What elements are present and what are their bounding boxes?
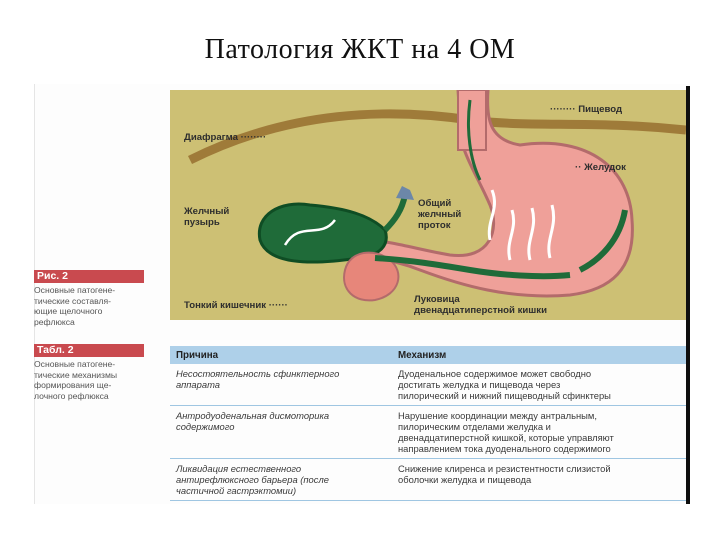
label-bile-duct-line: желчный (418, 209, 462, 220)
label-bulb-line: двенадцатиперстной кишки (414, 305, 548, 316)
cell-line: направлением тока дуоденального содержимого (398, 443, 611, 454)
esophagus-shape (458, 90, 486, 150)
cell-line: Антродуоденальная дисмоторика (176, 410, 330, 421)
table-caption-text (34, 359, 144, 401)
anatomy-illustration (170, 90, 686, 320)
label-bile-duct-line: Общий (418, 198, 452, 209)
table (170, 346, 686, 501)
table-row (170, 364, 686, 406)
label-bile-duct-line: проток (418, 220, 451, 231)
table-caption-line: формирования ще- (34, 380, 112, 390)
label-duodenal-bulb (414, 294, 547, 316)
cell-line: Дуоденальное содержимое может свободно (398, 368, 592, 379)
cell-line: антирефлюксного барьера (после (176, 474, 329, 485)
figure-caption-line: Основные патогене- (34, 285, 116, 295)
cell-line: аппарата (176, 379, 220, 390)
table-header-row (170, 346, 686, 364)
table-row (170, 459, 686, 501)
header-cause: Причина (170, 346, 392, 364)
cell-mechanism (392, 459, 686, 501)
figure-caption-label: Рис. 2 (34, 270, 144, 283)
figure-caption-line: тические составля- (34, 295, 112, 306)
cell-cause (170, 459, 392, 501)
cell-line: достигать желудка и пищевода через (398, 379, 561, 390)
label-small-intestine: Тонкий кишечник ······ (184, 300, 288, 311)
label-diaphragm: Диафрагма ········ (184, 132, 267, 143)
label-bile-duct (418, 198, 461, 231)
figure-caption-line: рефлюкса (34, 316, 75, 327)
cell-line: пилорическим отделами желудка и (398, 421, 551, 432)
label-bulb-line: Луковица (414, 294, 460, 305)
label-gallbladder-line: пузырь (184, 217, 220, 228)
slide-title: Патология ЖКТ на 4 ОМ (204, 34, 516, 65)
table-caption-line: Основные патогене- (34, 359, 116, 369)
page-edge-rule (686, 86, 690, 504)
cell-line: частичной гастрэктомии) (176, 485, 297, 496)
reflux-mechanisms-table (170, 346, 686, 501)
cell-line: двенадцатиперстной кишкой, которые управляют (398, 432, 614, 443)
label-esophagus: ········ Пищевод (550, 104, 623, 115)
table-row (170, 406, 686, 459)
figure-caption-line: ющие щелочного (34, 306, 103, 316)
table-caption-line: тические механизмы (34, 369, 118, 380)
cell-mechanism (392, 406, 686, 459)
cell-line: оболочки желудка и пищевода (398, 474, 532, 485)
cell-mechanism (392, 364, 686, 406)
label-stomach: ·· Желудок (575, 162, 626, 173)
cell-line: Ликвидация естественного (176, 463, 302, 474)
figure-caption-text (34, 285, 144, 327)
table-caption-line: лочного рефлюкса (34, 390, 109, 401)
cell-line: Снижение клиренса и резистентности слизистой (398, 463, 611, 474)
label-gallbladder (184, 206, 229, 228)
cell-cause (170, 406, 392, 459)
header-mechanism: Механизм (392, 346, 686, 364)
table-caption-label: Табл. 2 (34, 344, 144, 357)
cell-line: пилорический и нижний пищеводный сфинктеры (398, 390, 611, 401)
cell-line: содержимого (176, 421, 235, 432)
cell-line: Несостоятельность сфинктерного (176, 368, 340, 379)
label-gallbladder-line: Желчный (184, 206, 230, 217)
cell-line: Нарушение координации между антральным, (398, 410, 597, 421)
cell-cause (170, 364, 392, 406)
